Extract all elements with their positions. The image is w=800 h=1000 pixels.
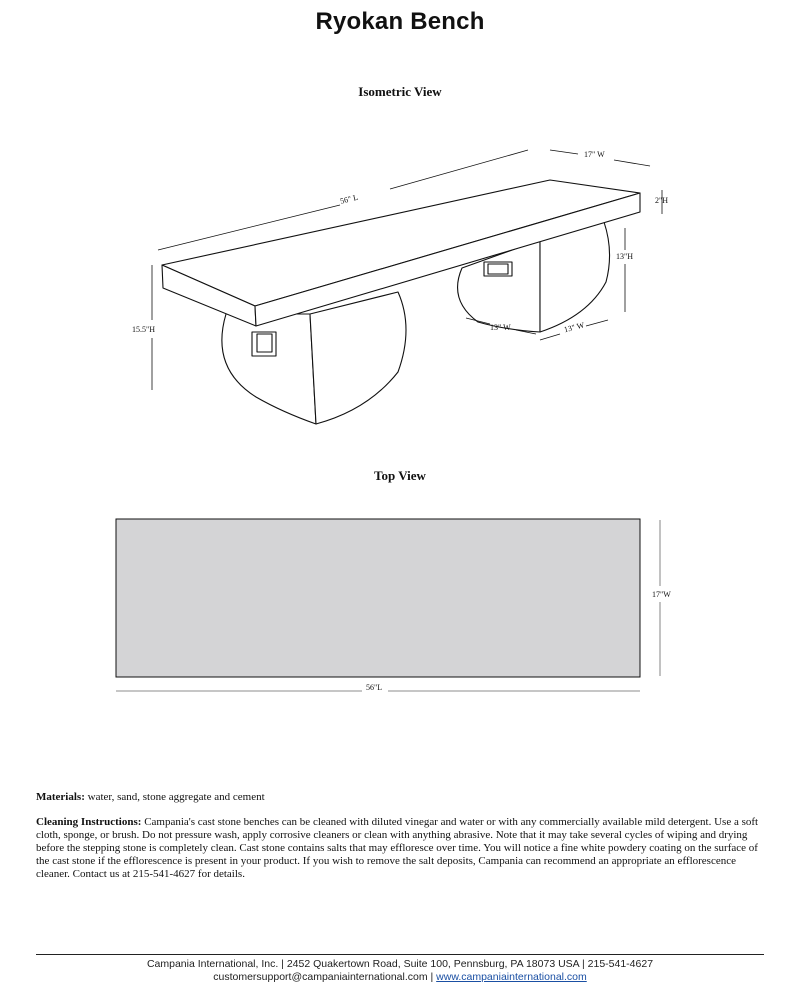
dim-leg-width-label: 13" W	[563, 320, 586, 335]
dim-width-label: 17" W	[584, 150, 605, 159]
top-dim-length-label: 56"L	[366, 683, 383, 692]
page-title: Ryokan Bench	[315, 8, 485, 35]
dim-leg-depth-label: 13" W	[490, 323, 511, 332]
footer-email: customersupport@campaniainternational.com	[213, 971, 428, 983]
dim-top-thickness-label: 2"H	[655, 196, 669, 205]
footer-address: Campania International, Inc. | 2452 Quakertown Road, Suite 100, Pennsburg, PA 18073 USA | 215-541-4627	[146, 958, 654, 970]
cleaning-instructions-paragraph	[36, 816, 766, 881]
footer-website-link[interactable]: www.campaniainternational.com	[436, 971, 587, 983]
isometric-view-heading: Isometric View	[358, 84, 442, 99]
isometric-drawing	[132, 150, 668, 424]
left-leg-front	[310, 292, 406, 424]
dim-length-label: 56" L	[339, 192, 359, 206]
footer-contact	[0, 971, 800, 984]
top-view-drawing	[116, 519, 671, 692]
materials-label: Materials:	[36, 791, 85, 803]
footer-separator: |	[427, 971, 437, 983]
top-view-heading: Top View	[374, 468, 426, 483]
dim-total-height-label: 15.5"H	[132, 325, 156, 334]
top-view-slab	[116, 519, 640, 677]
footer-divider	[36, 954, 764, 955]
cleaning-text: Campania's cast stone benches can be cleaned with diluted vinegar and water or with any commercially available mild detergent. Use a soft cloth, sponge, or brush. Do not pressure wash, apply corrosive cleaners or clean with anything abrasive. Note that it may take several cycles of wiping and drying before the stepping stone is completely clean. Cast stone contains salts that may effloresce over time. You will notice a fine white powdery coating on the surface of the cast stone if the efflorescence is present in your product. If you wish to remove the salt deposits, Campania can recommend an appropriate an efflorescence cleaner. Contact us at 215-541-4627 for details.	[36, 816, 759, 880]
cleaning-label: Cleaning Instructions:	[36, 816, 142, 828]
left-leg-side	[222, 314, 316, 424]
materials-text: water, sand, stone aggregate and cement	[84, 791, 265, 803]
top-dim-width-label: 17"W	[652, 590, 671, 599]
materials-paragraph	[36, 791, 766, 804]
dim-leg-height-label: 13"H	[616, 252, 634, 261]
